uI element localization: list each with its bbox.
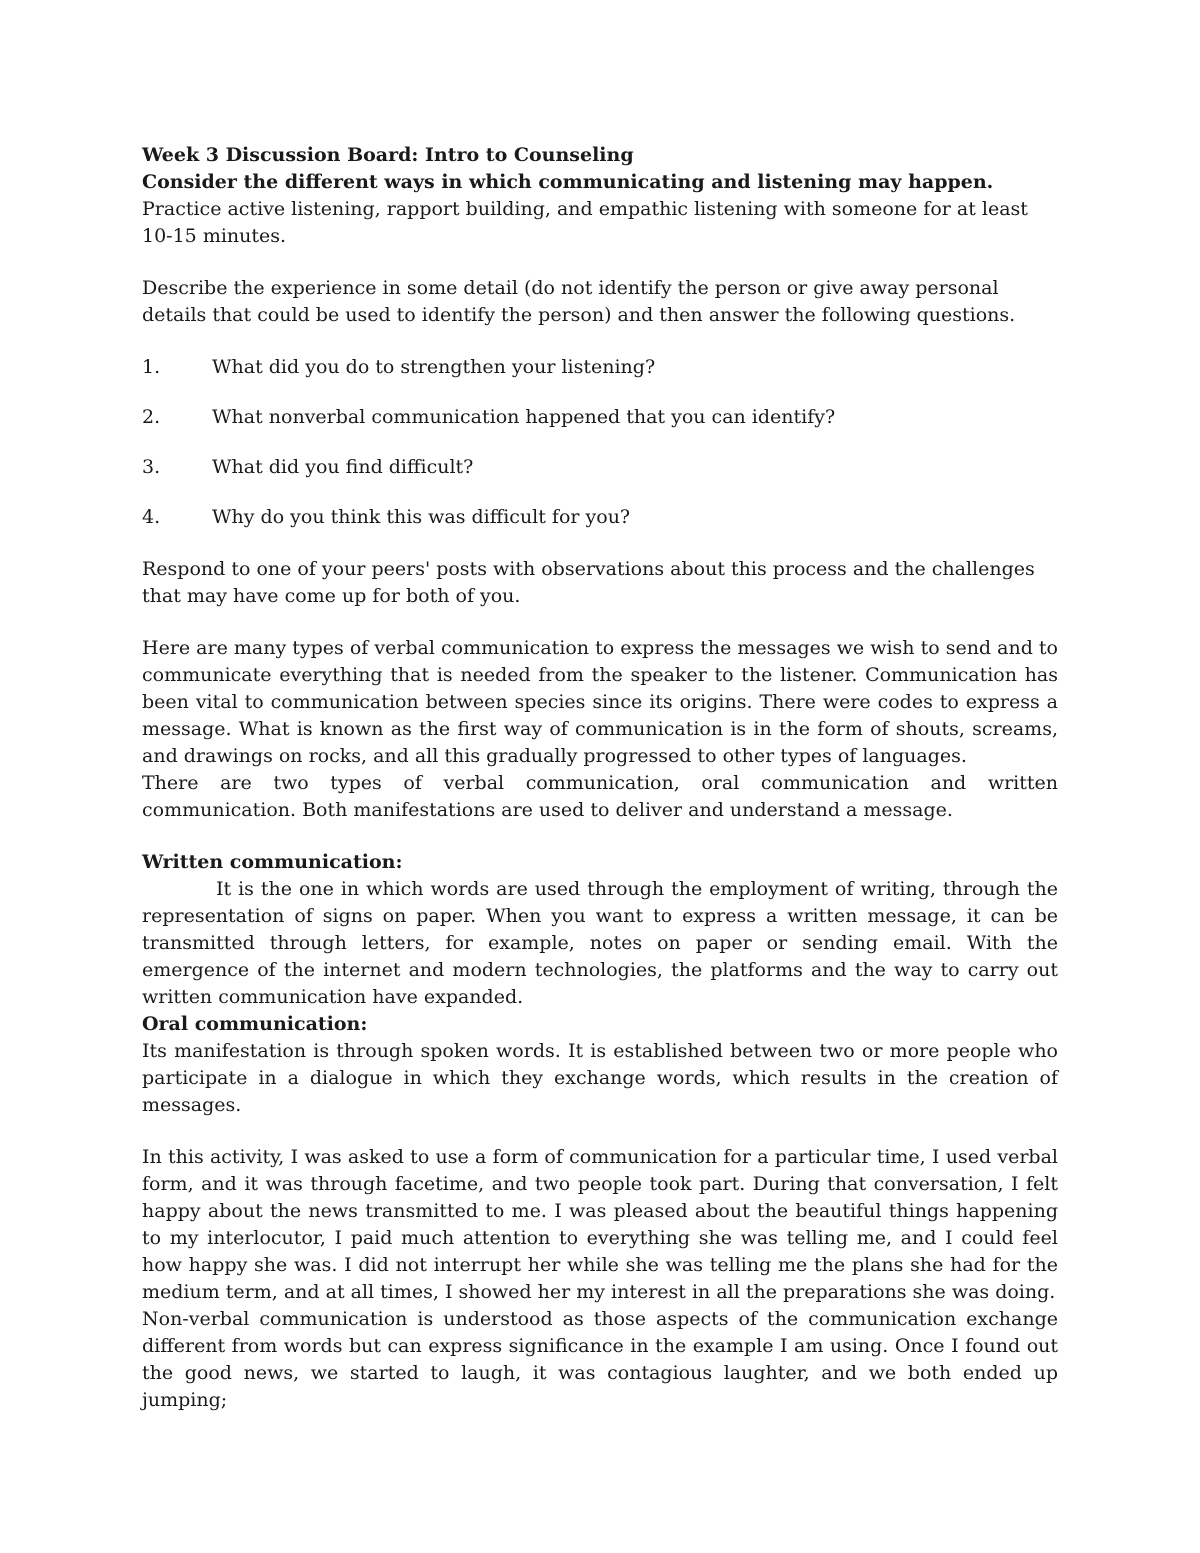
list-item bbox=[142, 504, 1058, 531]
written-paragraph: It is the one in which words are used through the employment of writing, through the representation of signs on paper. When you want to express a written message, it can be transmitted through letters, for example, notes on paper or sending email. With the emergence of the internet and modern technologies, the platforms and the way to carry out written communication have expanded. bbox=[142, 878, 1058, 1008]
question-number: 4. bbox=[142, 506, 161, 528]
document-subtitle: Consider the different ways in which communicating and listening may happen. bbox=[142, 171, 994, 193]
list-item bbox=[142, 454, 1058, 481]
question-text: What nonverbal communication happened that you can identify? bbox=[212, 406, 836, 428]
question-number: 2. bbox=[142, 406, 161, 428]
list-item bbox=[142, 404, 1058, 431]
question-text: What did you find difficult? bbox=[212, 456, 474, 478]
question-number: 3. bbox=[142, 456, 161, 478]
describe-paragraph: Describe the experience in some detail (do not identify the person or give away personal details that could be used to identify the person) and then answer the following questions. bbox=[142, 277, 1016, 326]
written-heading: Written communication: bbox=[142, 851, 403, 873]
document-page bbox=[142, 142, 1058, 1414]
question-text: Why do you think this was difficult for you? bbox=[212, 506, 631, 528]
types-paragraph: There are two types of verbal communication, oral communication and written communication. Both manifestations are used to deliver and understand a message. bbox=[142, 772, 1058, 821]
activity-paragraph: In this activity, I was asked to use a form of communication for a particular time, I used verbal form, and it was through facetime, and two people took part. During that conversation, I felt happy about the news transmitted to me. I was pleased about the beautiful things happening to my interlocutor, I paid much attention to everything she was telling me, and I could feel how happy she was. I did not interrupt her while she was telling me the plans she had for the medium term, and at all times, I showed her my interest in all the preparations she was doing. bbox=[142, 1146, 1058, 1303]
intro-paragraph: Here are many types of verbal communication to express the messages we wish to send and to communicate everything that is needed from the speaker to the listener. Communication has been vital to communication between species since its origins. There were codes to express a message. What is known as the first way of communication is in the form of shouts, screams, and drawings on rocks, and all this gradually progressed to other types of languages. bbox=[142, 637, 1058, 767]
nonverbal-paragraph: Non-verbal communication is understood as those aspects of the communication exchange different from words but can express significance in the example I am using. Once I found out the good news, we started to laugh, it was contagious laughter, and we both ended up jumping; bbox=[142, 1308, 1058, 1411]
oral-heading: Oral communication: bbox=[142, 1013, 368, 1035]
respond-paragraph: Respond to one of your peers' posts with observations about this process and the challenges that may have come up for both of you. bbox=[142, 558, 1035, 607]
question-number: 1. bbox=[142, 356, 161, 378]
oral-paragraph: Its manifestation is through spoken words. It is established between two or more people who participate in a dialogue in which they exchange words, which results in the creation of messages. bbox=[142, 1040, 1058, 1116]
questions-list bbox=[142, 354, 1058, 531]
instructions-paragraph: Practice active listening, rapport building, and empathic listening with someone for at least 10-15 minutes. bbox=[142, 198, 1028, 247]
list-item bbox=[142, 354, 1058, 381]
question-text: What did you do to strengthen your listening? bbox=[212, 356, 656, 378]
document-title: Week 3 Discussion Board: Intro to Counseling bbox=[142, 144, 634, 166]
